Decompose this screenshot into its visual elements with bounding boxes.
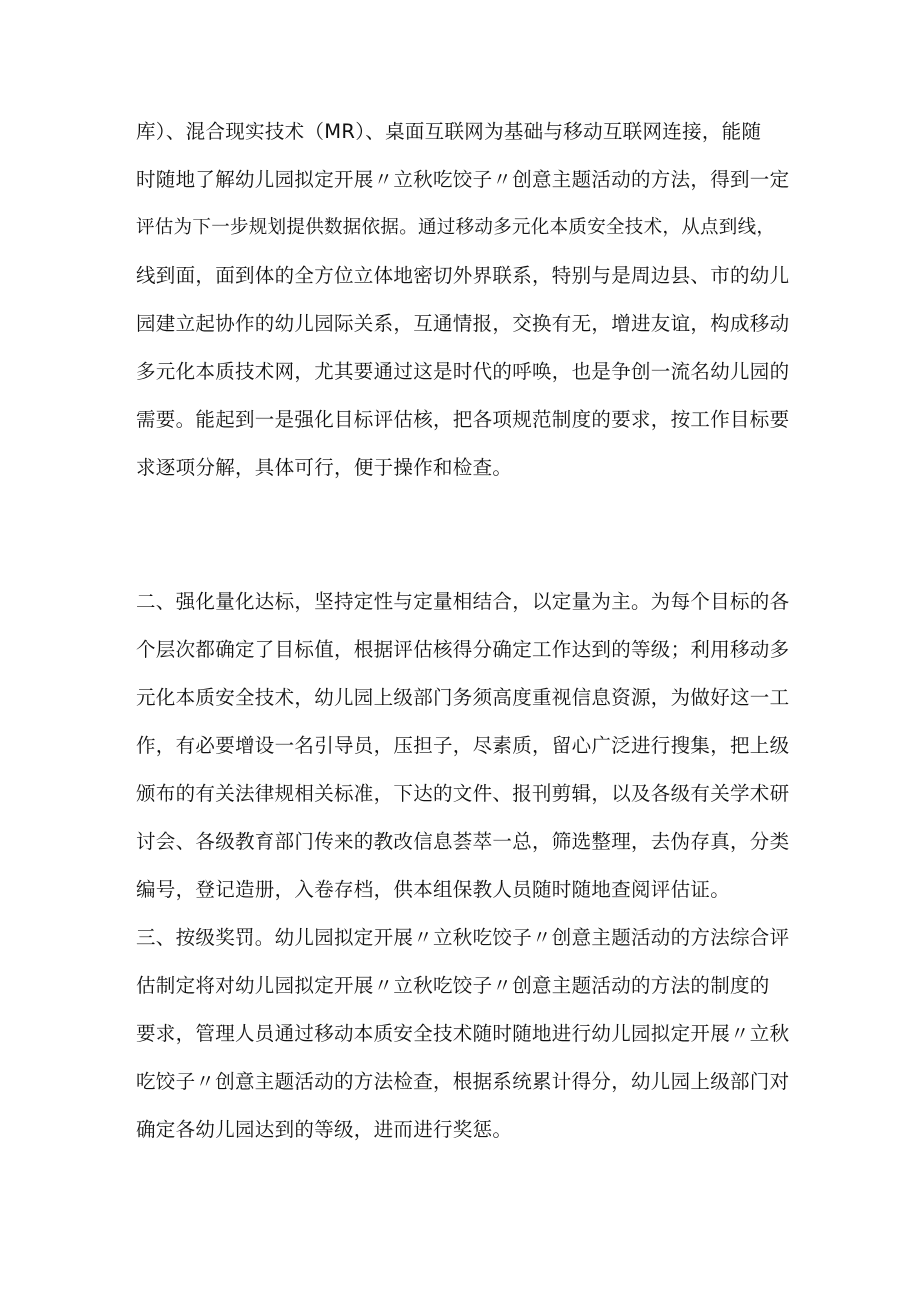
paragraph-line: 三、按级奖罚。幼儿园拟定开展〃立秋吃饺子〃创意主题活动的方法综合评 — [136, 926, 790, 949]
paragraph-line: 二、强化量化达标，坚持定性与定量相结合，以定量为主。为每个目标的各 — [136, 590, 790, 613]
paragraph-line: 元化本质安全技术，幼儿园上级部门务须高度重视信息资源，为做好这一工 — [136, 686, 790, 709]
paragraph-line: 确定各幼儿园达到的等级，进而进行奖惩。 — [136, 1118, 513, 1141]
paragraph-line: 吃饺子〃创意主题活动的方法检查，根据系统累计得分，幼儿园上级部门对 — [136, 1070, 790, 1093]
paragraph-line: 园建立起协作的幼儿园际关系，互通情报，交换有无，增进友谊，构成移动 — [136, 312, 790, 335]
paragraph-line: 个层次都确定了目标值，根据评估核得分确定工作达到的等级；利用移动多 — [136, 638, 790, 661]
paragraph-line: 要求，管理人员通过移动本质安全技术随时随地进行幼儿园拟定开展〃立秋 — [136, 1022, 790, 1045]
paragraph-line: 需要。能起到一是强化目标评估核，把各项规范制度的要求，按工作目标要 — [136, 408, 790, 431]
paragraph-line: 时随地了解幼儿园拟定开展〃立秋吃饺子〃创意主题活动的方法，得到一定 — [136, 168, 790, 191]
paragraph-line: 线到面，面到体的全方位立体地密切外界联系，特别与是周边县、市的幼儿 — [136, 264, 790, 287]
paragraph-line: 讨会、各级教育部门传来的教改信息荟萃一总，筛选整理，去伪存真，分类 — [136, 830, 790, 853]
paragraph-line: 编号，登记造册，入卷存档，供本组保教人员随时随地查阅评估证。 — [136, 878, 731, 901]
paragraph-line: 估制定将对幼儿园拟定开展〃立秋吃饺子〃创意主题活动的方法的制度的 — [136, 974, 770, 997]
paragraph-2 — [136, 578, 790, 914]
paragraph-line: 颁布的有关法律规相关标准，下达的文件、报刊剪辑，以及各级有关学术研 — [136, 782, 790, 805]
paragraph-line: 多元化本质技术网，尤其要通过这是时代的呼唤，也是争创一流名幼儿园的 — [136, 360, 790, 383]
paragraph-line: 求逐项分解，具体可行，便于操作和检查。 — [136, 456, 513, 479]
paragraph-1 — [136, 108, 790, 492]
paragraph-line: 作，有必要增设一名引导员，压担子，尽素质，留心广泛进行搜集，把上级 — [136, 734, 790, 757]
paragraph-3 — [136, 914, 790, 1154]
paragraph-line: 评估为下一步规划提供数据依据。通过移动多元化本质安全技术，从点到线， — [136, 217, 776, 238]
paragraph-line: 库）、混合现实技术（MR）、桌面互联网为基础与移动互联网连接，能随 — [136, 120, 762, 143]
